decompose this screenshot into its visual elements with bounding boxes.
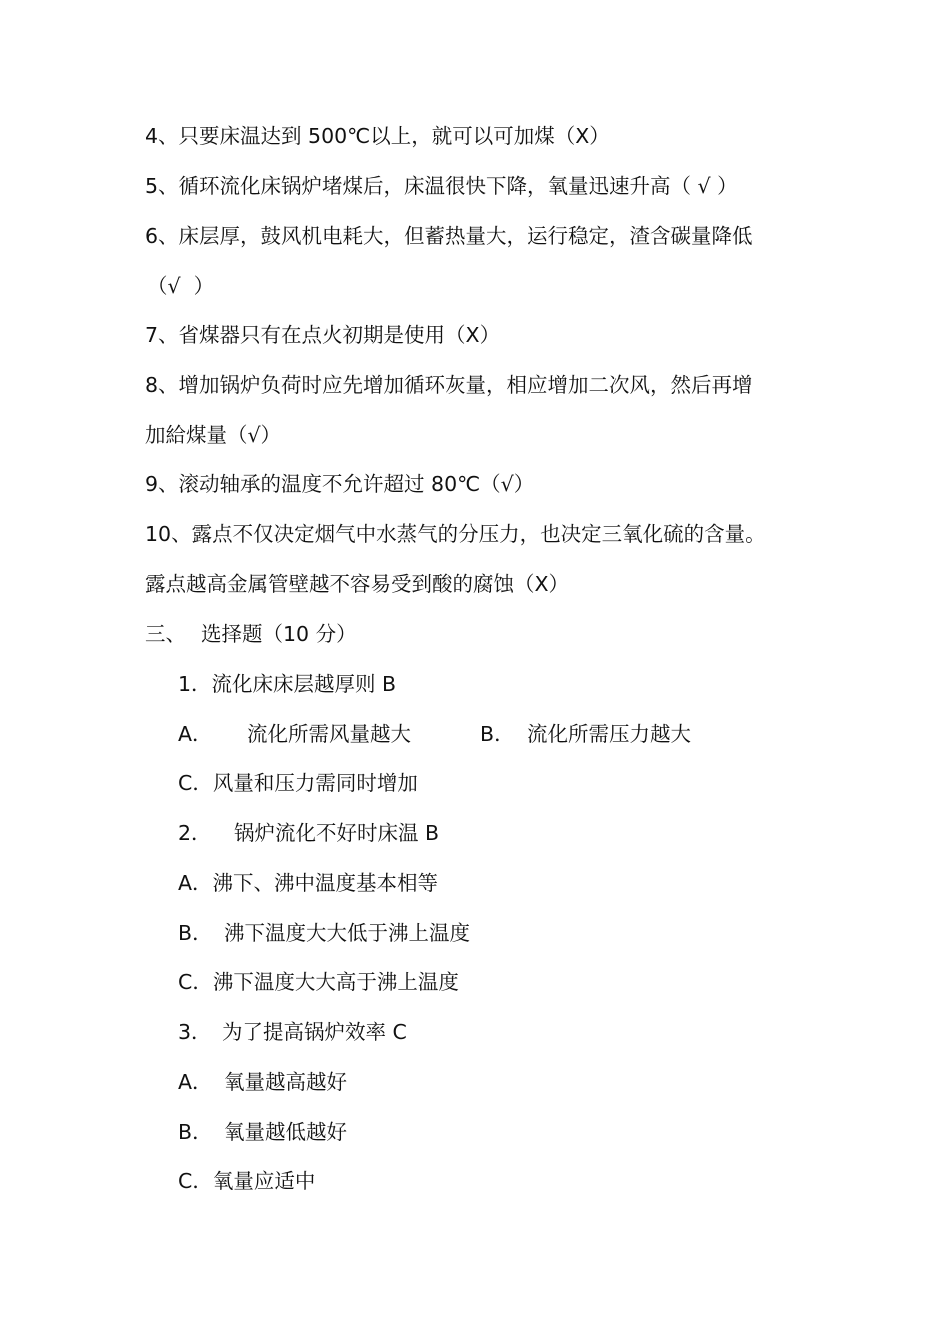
choice-1-stem: 1．流化床床层越厚则 B <box>178 672 397 696</box>
choice-2-stem: 锅炉流化不好时床温 B <box>234 821 440 845</box>
choice-3-stem: 为了提高锅炉效率 C <box>222 1020 407 1044</box>
choice-2-option-a: A．沸下、沸中温度基本相等 <box>178 871 439 895</box>
choice-2-option-c: C．沸下温度大大高于沸上温度 <box>178 970 459 994</box>
choice-1-option-b-text: 流化所需压力越大 <box>527 722 691 746</box>
tf-question-8-line1: 8、增加锅炉负荷时应先增加循环灰量，相应增加二次风，然后再增 <box>145 373 753 397</box>
tf-question-6-line1: 6、床层厚，鼓风机电耗大，但蓄热量大，运行稳定，渣含碳量降低 <box>145 224 753 248</box>
section-number: 三、 <box>145 622 186 646</box>
choice-2-option-b-text: 沸下温度大大低于沸上温度 <box>224 921 470 945</box>
choice-1-option-a-text: 流化所需风量越大 <box>247 722 411 746</box>
tf-question-7: 7、省煤器只有在点火初期是使用（X） <box>145 323 501 347</box>
tf-question-10-line1: 10、露点不仅决定烟气中水蒸气的分压力，也决定三氧化硫的含量。 <box>145 522 766 546</box>
tf-question-6-line2: （√ ） <box>147 274 215 298</box>
choice-3-option-b-text: 氧量越低越好 <box>224 1120 347 1144</box>
section-title: 选择题（10 分） <box>201 622 357 646</box>
choice-3-number: 3． <box>178 1020 212 1044</box>
tf-question-4: 4、只要床温达到 500℃以上，就可以可加煤（X） <box>145 124 610 148</box>
choice-3-option-a-text: 氧量越高越好 <box>224 1070 347 1094</box>
choice-2-option-b-label: B． <box>178 921 213 945</box>
choice-1-option-a-label: A． <box>178 722 213 746</box>
tf-question-9: 9、滚动轴承的温度不允许超过 80℃（√） <box>145 472 535 496</box>
tf-question-10-line2: 露点越高金属管壁越不容易受到酸的腐蚀（X） <box>145 572 570 596</box>
tf-question-5: 5、循环流化床锅炉堵煤后，床温很快下降，氧量迅速升高（ √ ） <box>145 174 738 198</box>
choice-3-option-b-label: B． <box>178 1120 213 1144</box>
choice-3-option-c: C．氧量应适中 <box>178 1169 316 1193</box>
choice-2-number: 2． <box>178 821 212 845</box>
choice-1-option-c: C．风量和压力需同时增加 <box>178 771 418 795</box>
choice-1-option-b-label: B． <box>480 722 515 746</box>
choice-3-option-a-label: A． <box>178 1070 213 1094</box>
tf-question-8-line2: 加給煤量（√） <box>145 423 282 447</box>
